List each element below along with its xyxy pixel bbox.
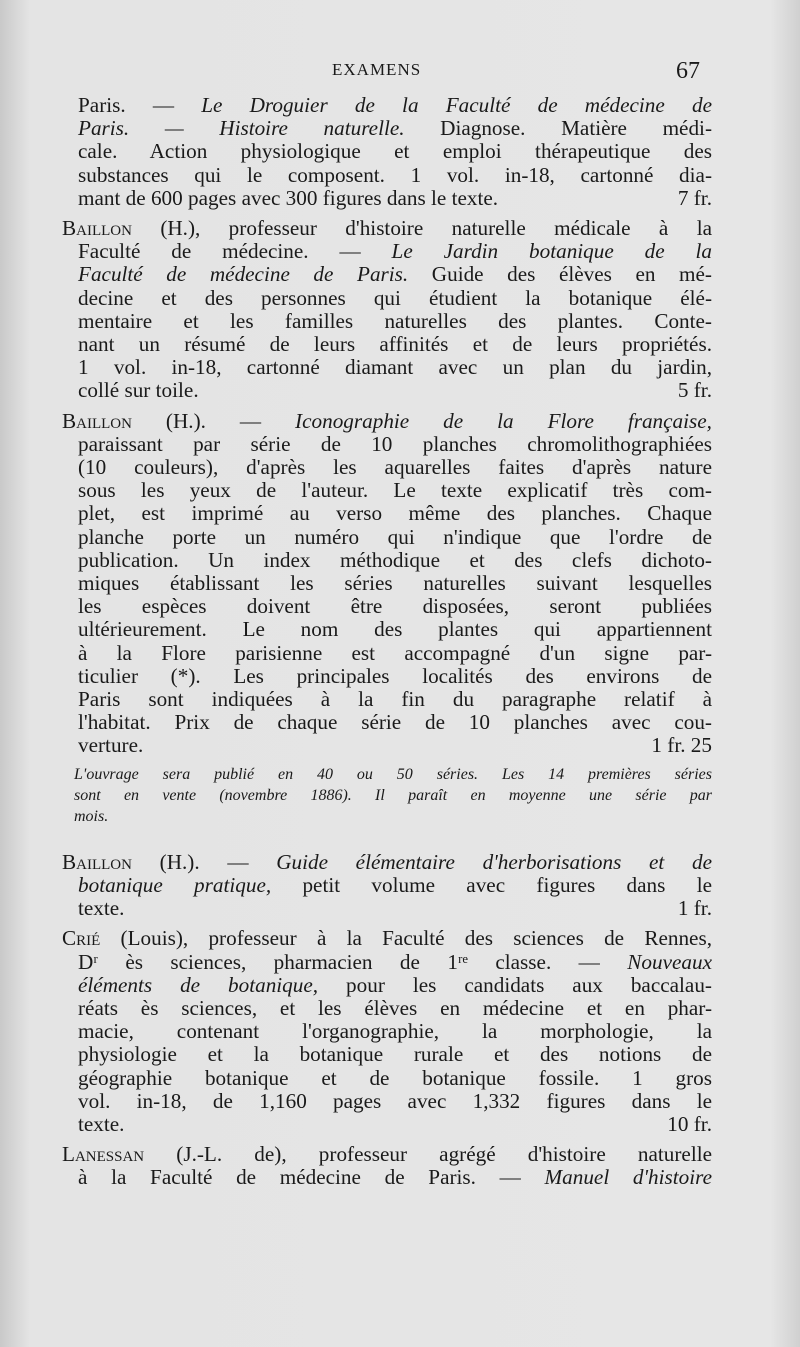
text-line: texte. 1 fr.	[78, 896, 712, 921]
text-line: Paris. — Histoire naturelle. Diagnose. Matière médi-	[78, 116, 712, 141]
author-name: Baillon	[62, 408, 132, 433]
text-line: cale. Action physiologique et emploi thérapeutique des	[78, 139, 712, 164]
text-line: (10 couleurs), d'après les aquarelles faites d'après nature	[78, 455, 712, 480]
catalog-entry	[62, 851, 712, 921]
price: 1 fr.	[677, 896, 712, 921]
catalog-entry	[62, 410, 712, 827]
text-line: vol. in-18, de 1,160 pages avec 1,332 figures dans le	[78, 1088, 712, 1113]
text-line: Crié (Louis), professeur à la Faculté des sciences de Rennes,	[62, 926, 712, 951]
catalog-entry	[62, 1143, 712, 1189]
note-line: sont en vente (novembre 1886). Il paraît en moyenne une série par	[74, 786, 712, 804]
text-line: publication. Un index méthodique et des clefs dichoto-	[78, 547, 712, 572]
text-line: decine et des personnes qui étudient la botanique élé-	[78, 285, 712, 310]
text-line: botanique pratique, petit volume avec figures dans le	[78, 872, 712, 897]
text-line: Lanessan (J.-L. de), professeur agrégé d'histoire naturelle	[62, 1142, 712, 1167]
text-line: Baillon (H.). — Iconographie de la Flore française,	[62, 408, 712, 433]
page-number: 67	[676, 58, 700, 84]
price: 1 fr. 25	[651, 733, 712, 758]
text-line: Faculté de médecine de Paris. Guide des élèves en mé-	[78, 262, 712, 287]
text-line: Dʳ ès sciences, pharmacien de 1ʳᵉ classe. — Nouveaux	[78, 949, 712, 974]
text-line: Baillon (H.). — Guide élémentaire d'herborisations et de	[62, 849, 712, 874]
text-line: éléments de botanique, pour les candidats aux baccalau-	[78, 972, 712, 997]
text-line: à la Faculté de médecine de Paris. — Manuel d'histoire	[78, 1165, 712, 1190]
text-line: paraissant par série de 10 planches chromolithographiées	[78, 431, 712, 456]
text-line: réats ès sciences, et les élèves en médecine et en phar-	[78, 995, 712, 1020]
text-line: physiologie et la botanique rurale et des notions de	[78, 1042, 712, 1067]
text-line: à la Flore parisienne est accompagné d'un signe par-	[78, 640, 712, 665]
price: 10 fr.	[667, 1111, 712, 1136]
text-line: géographie botanique et de botanique fossile. 1 gros	[78, 1065, 712, 1090]
author-name: Baillon	[62, 849, 132, 874]
page-header	[0, 58, 800, 88]
footnote	[62, 764, 712, 827]
author-name: Lanessan	[62, 1142, 145, 1167]
text-line: mant de 600 pages avec 300 figures dans le texte. 7 fr.	[78, 185, 712, 210]
author-name: Crié	[62, 926, 101, 951]
running-title: EXAMENS	[332, 60, 422, 79]
text-line: planche porte un numéro qui n'indique que l'ordre de	[78, 524, 712, 549]
catalog-entry	[62, 217, 712, 403]
text-line: miques établissant les séries naturelles suivant lesquelles	[78, 571, 712, 596]
note-line: mois.	[74, 807, 109, 825]
text-line: Baillon (H.), professeur d'histoire naturelle médicale à la	[62, 216, 712, 241]
text-line: nant un résumé de leurs affinités et de leurs propriétés.	[78, 332, 712, 357]
body-text	[62, 94, 712, 1197]
text-line: Paris sont indiquées à la fin du paragraphe relatif à	[78, 687, 712, 712]
text-line: 1 vol. in-18, cartonné diamant avec un plan du jardin,	[78, 355, 712, 380]
text-line: plet, est imprimé au verso même des planches. Chaque	[78, 501, 712, 526]
price: 7 fr.	[677, 185, 712, 210]
text-line: substances qui le composent. 1 vol. in-18, cartonné dia-	[78, 162, 712, 187]
text-line: texte. 10 fr.	[78, 1111, 712, 1136]
text-line: les espèces doivent être disposées, seront publiées	[78, 594, 712, 619]
text-line: Faculté de médecine. — Le Jardin botanique de la	[78, 239, 713, 264]
catalog-entry	[62, 927, 712, 1136]
author-name: Baillon	[62, 216, 132, 241]
price: 5 fr.	[677, 378, 712, 403]
text-line: macie, contenant l'organographie, la morphologie, la	[78, 1019, 712, 1044]
text-line: ticulier (*). Les principales localités des environs de	[78, 663, 712, 688]
text-line: collé sur toile. 5 fr.	[78, 378, 712, 403]
catalog-entry	[62, 94, 712, 210]
text-line: verture. 1 fr. 25	[78, 733, 712, 758]
text-line: Paris. — Le Droguier de la Faculté de médecine de	[78, 93, 712, 117]
text-line: mentaire et les familles naturelles des plantes. Conte-	[78, 308, 712, 333]
text-line: sous les yeux de l'auteur. Le texte explicatif très com-	[78, 478, 712, 503]
text-line: l'habitat. Prix de chaque série de 10 planches avec cou-	[78, 710, 712, 735]
note-line: L'ouvrage sera publié en 40 ou 50 séries. Les 14 premières séries	[74, 765, 712, 783]
text-line: ultérieurement. Le nom des plantes qui appartiennent	[78, 617, 712, 642]
